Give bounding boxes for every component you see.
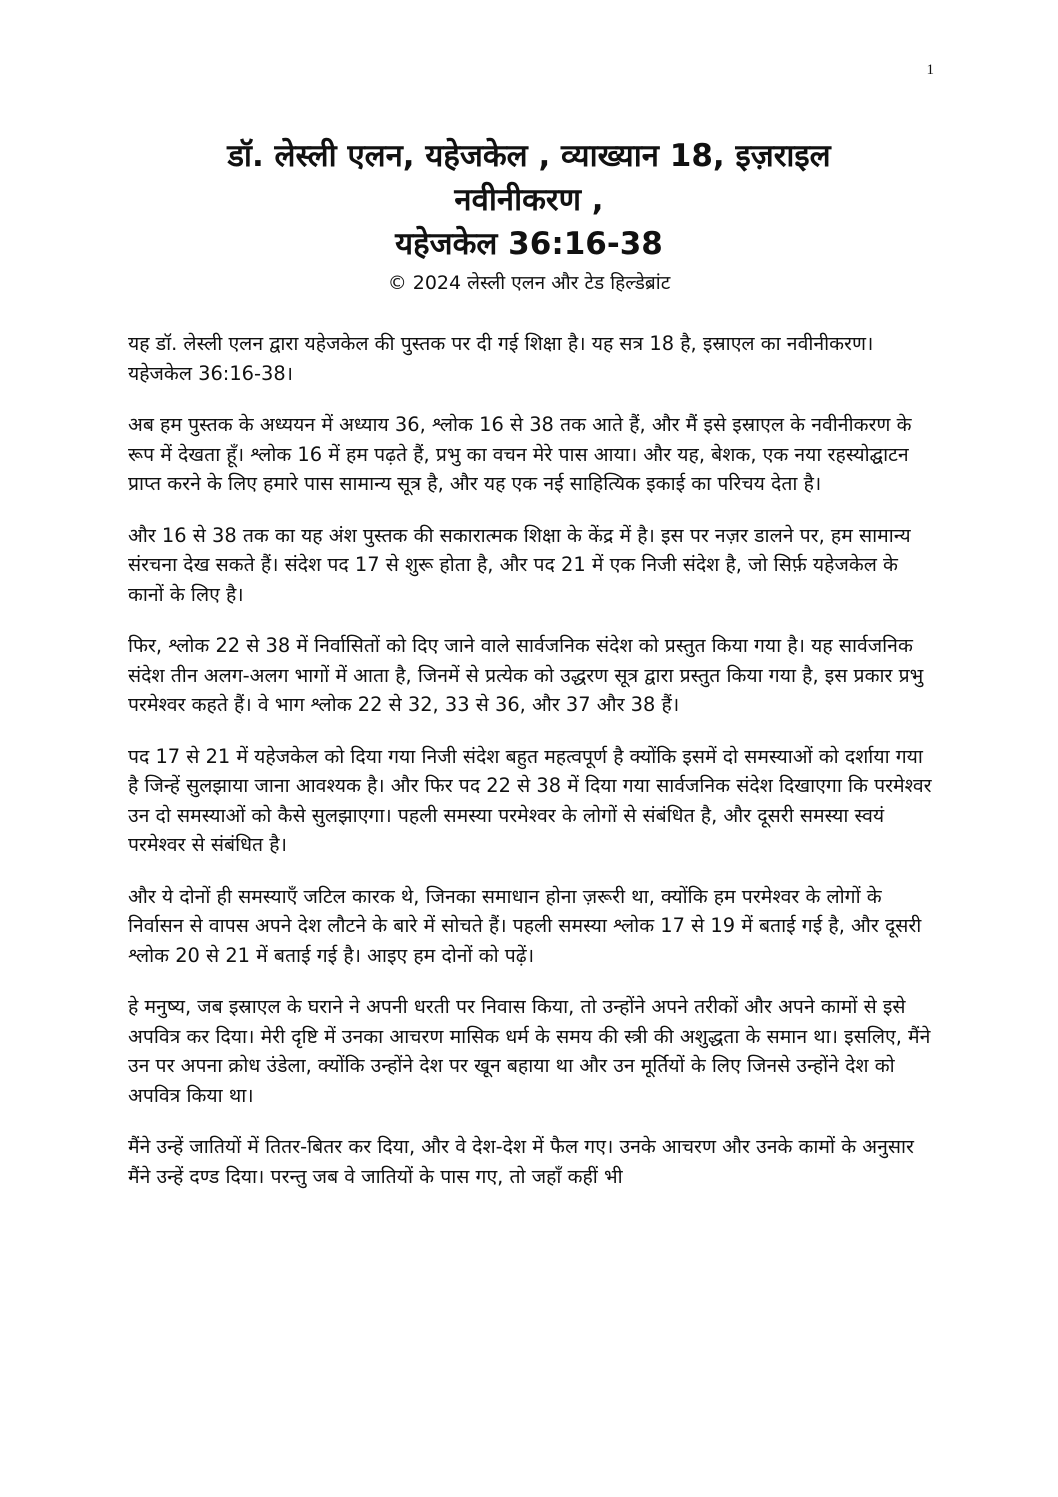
paragraph: और 16 से 38 तक का यह अंश पुस्तक की सकारात्मक शिक्षा के केंद्र में है। इस पर नज़र डालने पर, हम सामान्य संरचना देख सकते हैं। संदेश पद 17 से शुरू होता है, और पद 21 में एक निजी संदेश है, जो सिर्फ़ यहेजकेल के कानों के लिए है। xyxy=(128,523,911,606)
title-block xyxy=(110,134,948,296)
paragraph: फिर, श्लोक 22 से 38 में निर्वासितों को दिए जाने वाले सार्वजनिक संदेश को प्रस्तुत किया गया है। यह सार्वजनिक संदेश तीन अलग-अलग भागों में आता है, जिनमें से प्रत्येक को उद्धरण सूत्र द्वारा प्रस्तुत किया गया है, इस प्रकार प्रभु परमेश्वर कहते हैं। वे भाग श्लोक 22 से 32, 33 से 36, और 37 और 38 हैं। xyxy=(128,634,924,716)
paragraph: मैंने उन्हें जातियों में तितर-बितर कर दिया, और वे देश-देश में फैल गए। उनके आचरण और उनके कामों के अनुसार मैंने उन्हें दण्ड दिया। परन्तु जब वे जातियों के पास गए, तो जहाँ कहीं भी xyxy=(128,1135,914,1188)
paragraph: हे मनुष्य, जब इस्राएल के घराने ने अपनी धरती पर निवास किया, तो उन्होंने अपने तरीकों और अपने कामों से इसे अपवित्र कर दिया। मेरी दृष्टि में उनका आचरण मासिक धर्म के समय की स्त्री की अशुद्धता के समान था। इसलिए, मैंने उन पर अपना क्रोध उंडेला, क्योंकि उन्होंने देश पर खून बहाया था और उन मूर्तियों के लिए जिनसे उन्होंने देश को अपवित्र किया था। xyxy=(128,995,931,1107)
paragraph: यह डॉ. लेस्ली एलन द्वारा यहेजकेल की पुस्तक पर दी गई शिक्षा है। यह सत्र 18 है, इस्राएल का नवीनीकरण। यहेजकेल 36:16-38। xyxy=(128,332,874,385)
title-line-1: डॉ. लेस्ली एलन, यहेजकेल , व्याख्यान 18, इज़राइल xyxy=(227,138,831,174)
paragraph: और ये दोनों ही समस्याएँ जटिल कारक थे, जिनका समाधान होना ज़रूरी था, क्योंकि हम परमेश्वर के लोगों के निर्वासन से वापस अपने देश लौटने के बारे में सोचते हैं। पहली समस्या श्लोक 17 से 19 में बताई गई है, और दूसरी श्लोक 20 से 21 में बताई गई है। आइए हम दोनों को पढ़ें। xyxy=(128,884,922,967)
copyright-line: © 2024 लेस्ली एलन और टेड हिल्डेब्रांट xyxy=(387,272,671,294)
page-number: 1 xyxy=(926,62,934,78)
title-line-3: यहेजकेल 36:16-38 xyxy=(395,226,663,262)
paragraph: पद 17 से 21 में यहेजकेल को दिया गया निजी संदेश बहुत महत्वपूर्ण है क्योंकि इसमें दो समस्याओं को दर्शाया गया है जिन्हें सुलझाया जाना आवश्यक है। और फिर पद 22 से 38 में दिया गया सार्वजनिक संदेश दिखाएगा कि परमेश्वर उन दो समस्याओं को कैसे सुलझाएगा। पहली समस्या परमेश्वर के लोगों से संबंधित है, और दूसरी समस्या स्वयं परमेश्वर से संबंधित है। xyxy=(128,744,932,856)
body-text xyxy=(128,329,938,1213)
title-line-2: नवीनीकरण , xyxy=(454,182,604,218)
paragraph: अब हम पुस्तक के अध्ययन में अध्याय 36, श्लोक 16 से 38 तक आते हैं, और मैं इसे इस्राएल के नवीनीकरण के रूप में देखता हूँ। श्लोक 16 में हम पढ़ते हैं, प्रभु का वचन मेरे पास आया। और यह, बेशक, एक नया रहस्योद्घाटन प्राप्त करने के लिए हमारे पास सामान्य सूत्र है, और यह एक नई साहित्यिक इकाई का परिचय देता है। xyxy=(128,413,912,495)
document-title xyxy=(110,134,948,266)
